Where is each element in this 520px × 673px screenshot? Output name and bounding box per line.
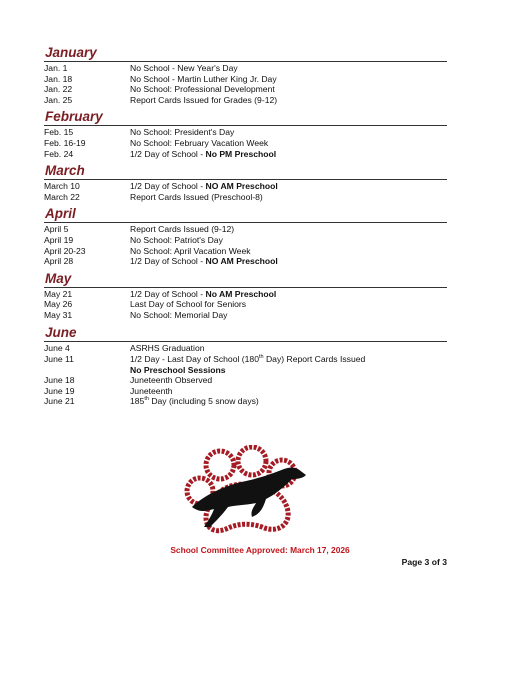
- event-row: [44, 354, 447, 375]
- event-description: [130, 343, 447, 354]
- event-description: [130, 310, 447, 321]
- event-text: Report Cards Issued (Preschool-8): [130, 191, 263, 202]
- event-row: [44, 224, 447, 235]
- event-date: June 21: [44, 396, 75, 407]
- event-row: [44, 386, 447, 397]
- month-section-january: [44, 46, 447, 105]
- month-divider: [44, 222, 447, 223]
- event-row: [44, 74, 447, 85]
- event-row: [44, 375, 447, 386]
- event-row: [44, 299, 447, 310]
- event-row: [44, 343, 447, 354]
- month-section-may: [44, 272, 447, 321]
- month-title: May: [45, 270, 72, 286]
- month-title: February: [45, 109, 103, 125]
- event-date: Feb. 16-19: [44, 137, 86, 148]
- event-date: April 28: [44, 256, 74, 267]
- event-text-continued: Day (including 5 snow days): [148, 396, 259, 407]
- month-section-march: [44, 164, 447, 202]
- month-title: March: [45, 163, 85, 179]
- event-emphasis: NO AM Preschool: [205, 256, 278, 267]
- event-row: [44, 63, 447, 74]
- month-divider: [44, 341, 447, 342]
- month-divider: [44, 179, 447, 180]
- event-text: Juneteenth: [130, 385, 173, 396]
- event-row: [44, 310, 447, 321]
- month-section-february: [44, 110, 447, 159]
- event-row: [44, 138, 447, 149]
- event-date: May 26: [44, 299, 73, 310]
- event-date: April 20-23: [44, 245, 86, 256]
- month-section-june: [44, 326, 447, 408]
- month-title: April: [45, 206, 76, 222]
- paw-panther-logo-icon: [180, 445, 310, 537]
- event-text: No School: Memorial Day: [130, 309, 228, 320]
- event-description: [130, 386, 447, 397]
- event-emphasis: No PM Preschool: [205, 148, 277, 159]
- event-date: Feb. 24: [44, 148, 74, 159]
- event-text: 1/2 Day of School -: [130, 256, 206, 267]
- event-text: No School: April Vacation Week: [130, 245, 251, 256]
- event-row: [44, 256, 447, 267]
- event-description: [130, 95, 447, 106]
- event-text: Last Day of School for Seniors: [130, 299, 247, 310]
- ordinal-suffix: th: [144, 396, 149, 403]
- event-row: [44, 246, 447, 257]
- event-description: [130, 149, 447, 160]
- event-date: June 18: [44, 375, 75, 386]
- event-date: June 4: [44, 342, 70, 353]
- month-section-april: [44, 207, 447, 266]
- event-row: [44, 235, 447, 246]
- event-description: [130, 299, 447, 310]
- event-row: [44, 396, 447, 407]
- event-description: [130, 235, 447, 246]
- event-text: 1/2 Day of School -: [130, 148, 206, 159]
- page-number: Page 3 of 3: [401, 557, 447, 567]
- event-date: Feb. 15: [44, 127, 74, 138]
- event-emphasis: No AM Preschool: [205, 288, 277, 299]
- ordinal-suffix: th: [258, 354, 264, 361]
- event-row: [44, 127, 447, 138]
- event-text: Report Cards Issued for Grades (9-12): [130, 94, 278, 105]
- month-divider: [44, 125, 447, 126]
- event-text: No School - New Year's Day: [130, 63, 238, 73]
- event-description: [130, 127, 447, 138]
- event-description: [130, 354, 447, 375]
- event-description: [130, 192, 447, 203]
- event-row: [44, 192, 447, 203]
- event-text: 1/2 Day of School -: [130, 181, 206, 192]
- event-row: [44, 289, 447, 300]
- event-date: Jan. 1: [44, 63, 68, 73]
- event-description: [130, 289, 447, 300]
- event-row: [44, 95, 447, 106]
- event-description: [130, 246, 447, 257]
- calendar-content: [44, 46, 447, 412]
- event-text-continued: Day) Report Cards Issued: [263, 354, 366, 365]
- event-description: [130, 396, 447, 407]
- event-date: June 19: [44, 385, 75, 396]
- event-text: 1/2 Day of School -: [130, 288, 206, 299]
- event-text: No School - Martin Luther King Jr. Day: [130, 73, 277, 84]
- event-row: [44, 84, 447, 95]
- event-text: 185: [130, 396, 145, 407]
- event-description: [130, 63, 447, 74]
- event-text: ASRHS Graduation: [130, 342, 205, 353]
- event-text: No School: Professional Development: [130, 84, 275, 95]
- event-emphasis: NO AM Preschool: [205, 181, 278, 192]
- event-date: Jan. 25: [44, 94, 73, 105]
- event-description: [130, 256, 447, 267]
- event-date: April 19: [44, 234, 74, 245]
- event-row: [44, 181, 447, 192]
- month-divider: [44, 61, 447, 62]
- event-date: April 5: [44, 224, 69, 235]
- event-date: Jan. 18: [44, 73, 73, 84]
- event-text: Report Cards Issued (9-12): [130, 224, 235, 235]
- event-date: May 21: [44, 288, 73, 299]
- event-description: [130, 74, 447, 85]
- month-title: January: [45, 45, 97, 60]
- month-divider: [44, 287, 447, 288]
- event-date: March 22: [44, 191, 80, 202]
- event-note: No Preschool Sessions: [130, 364, 226, 375]
- event-row: [44, 149, 447, 160]
- month-title: June: [45, 324, 77, 340]
- event-text: 1/2 Day - Last Day of School (180: [130, 354, 259, 365]
- event-date: June 11: [44, 354, 74, 365]
- event-date: March 10: [44, 181, 80, 192]
- event-text: No School: Patriot's Day: [130, 234, 223, 245]
- event-text: Juneteenth Observed: [130, 375, 213, 386]
- event-date: Jan. 22: [44, 84, 73, 95]
- event-description: [130, 138, 447, 149]
- event-description: [130, 181, 447, 192]
- event-description: [130, 375, 447, 386]
- event-description: [130, 224, 447, 235]
- event-date: May 31: [44, 309, 73, 320]
- approval-note: School Committee Approved: March 17, 2026: [170, 545, 350, 555]
- event-text: No School: February Vacation Week: [130, 137, 269, 148]
- event-description: [130, 84, 447, 95]
- event-text: No School: President's Day: [130, 127, 235, 138]
